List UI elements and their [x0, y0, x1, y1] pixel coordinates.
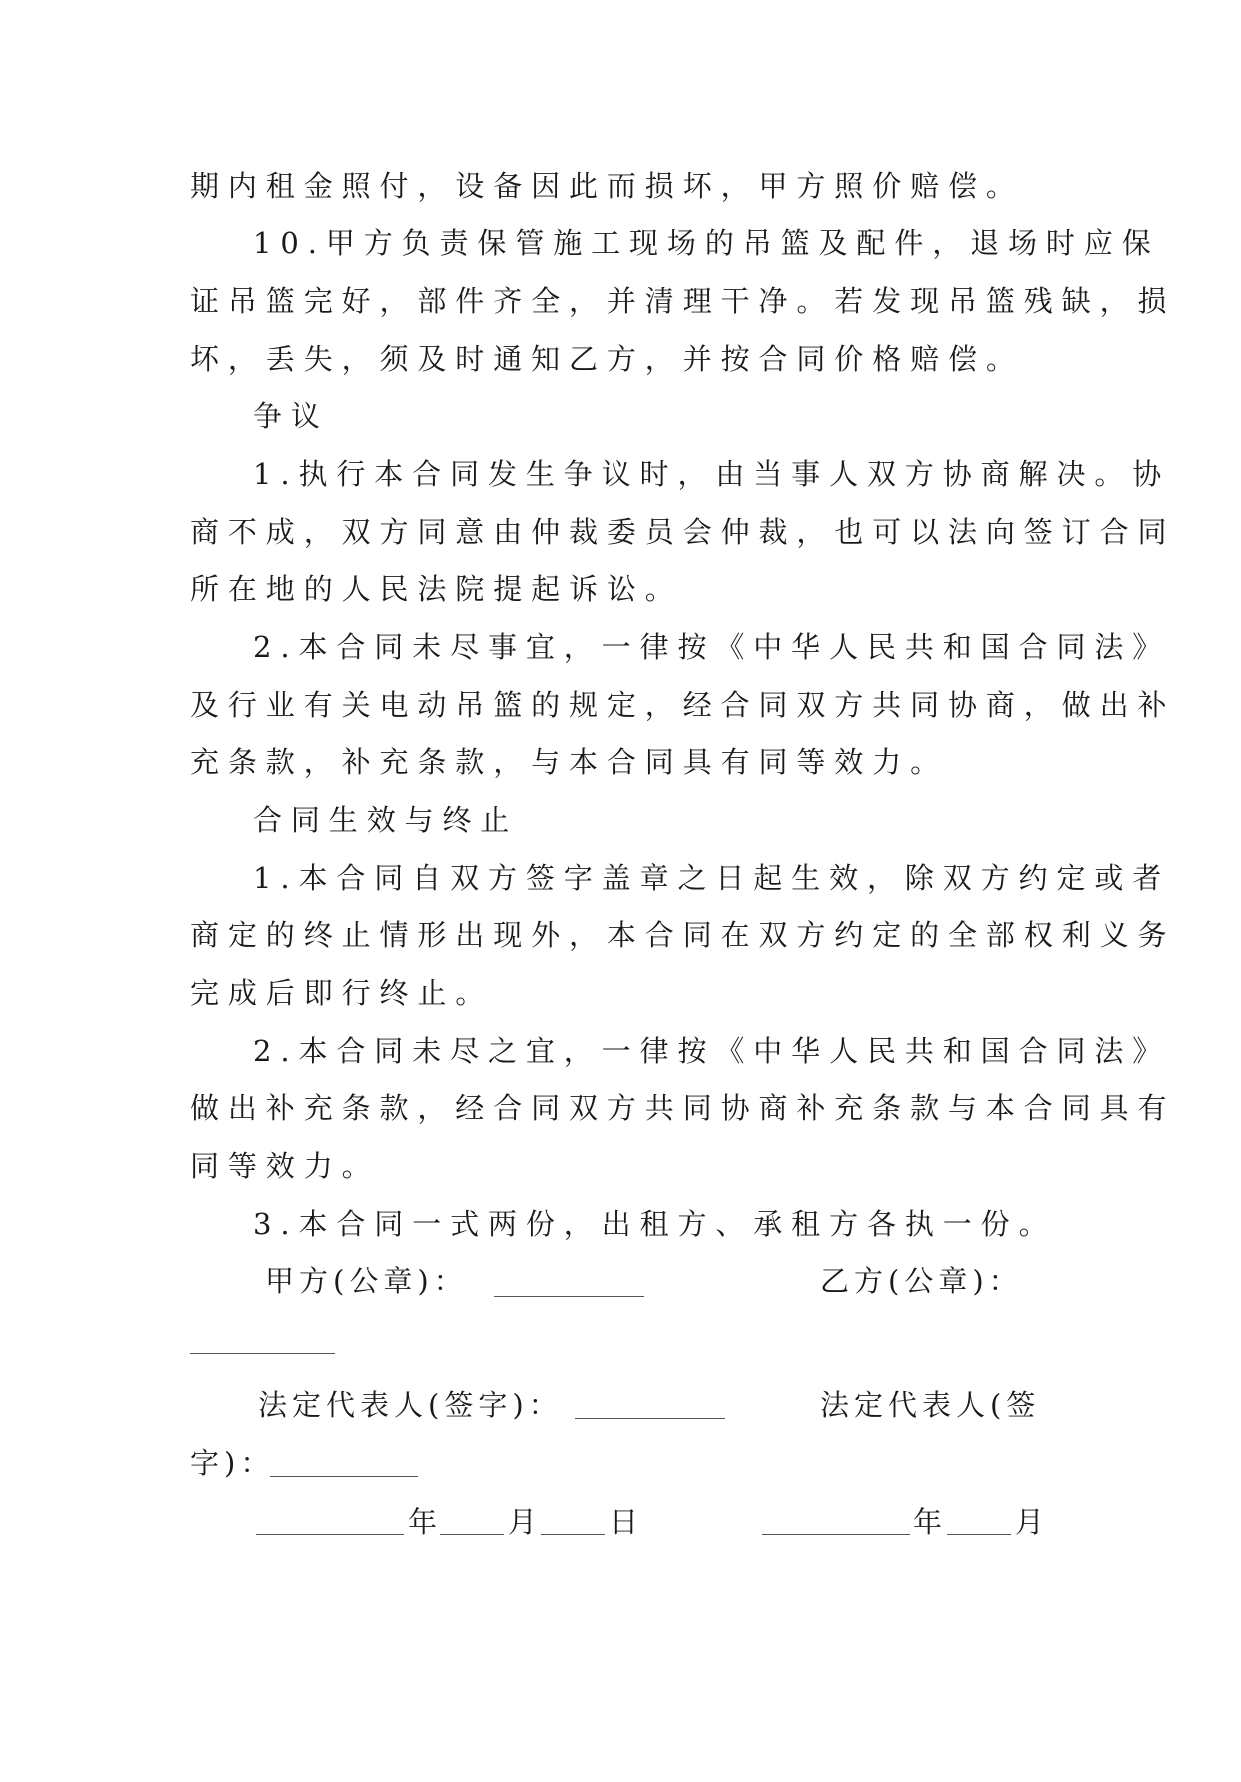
- party-a-year-blank[interactable]: [256, 1534, 404, 1535]
- paragraph-line: [0, 454, 1241, 494]
- paragraph-line: [0, 223, 1241, 263]
- party-b-month-blank[interactable]: [947, 1534, 1011, 1535]
- signature-seal-row: [0, 1261, 1241, 1301]
- paragraph-line: [0, 1204, 1241, 1244]
- text-line: 期内租金照付，设备因此而损坏，甲方照价赔偿。: [190, 169, 1024, 203]
- text-line: 商不成，双方同意由仲裁委员会仲裁，也可以法向签订合同: [190, 515, 1176, 549]
- party-b-month-label: 月: [1015, 1505, 1050, 1539]
- paragraph-line: [0, 281, 1241, 321]
- text-line: 10.甲方负责保管施工现场的吊篮及配件，退场时应保: [253, 226, 1160, 260]
- text-line: 商定的终止情形出现外，本合同在双方约定的全部权利义务: [190, 918, 1176, 952]
- text-line: 1.执行本合同发生争议时，由当事人双方协商解决。协: [253, 457, 1171, 491]
- party-b-rep-label-continued: 字)：: [190, 1446, 275, 1480]
- party-a-rep-label: 法定代表人(签字)：: [258, 1388, 563, 1422]
- paragraph-line: [0, 685, 1241, 725]
- paragraph-line: [0, 339, 1241, 379]
- party-b-year-blank[interactable]: [762, 1534, 910, 1535]
- party-b-year-label: 年: [913, 1505, 948, 1539]
- paragraph-line: [0, 627, 1241, 667]
- paragraph-line: [0, 742, 1241, 782]
- text-line: 2.本合同未尽之宜，一律按《中华人民共和国合同法》: [253, 1034, 1171, 1068]
- signature-rep-row: [0, 1385, 1241, 1425]
- party-a-month-label: 月: [508, 1505, 543, 1539]
- signature-date-row: [0, 1502, 1241, 1542]
- party-a-month-blank[interactable]: [440, 1534, 504, 1535]
- party-b-rep-blank[interactable]: [270, 1476, 418, 1477]
- paragraph-line: [0, 1146, 1241, 1186]
- paragraph-line: [0, 1031, 1241, 1071]
- paragraph-line: [0, 973, 1241, 1013]
- text-line: 充条款，补充条款，与本合同具有同等效力。: [190, 745, 949, 779]
- paragraph-line: [0, 915, 1241, 955]
- text-line: 证吊篮完好，部件齐全，并清理干净。若发现吊篮残缺，损: [190, 284, 1176, 318]
- party-a-year-label: 年: [408, 1505, 443, 1539]
- party-b-rep-label: 法定代表人(签: [820, 1388, 1041, 1422]
- text-line: 完成后即行终止。: [190, 976, 494, 1010]
- text-line: 1.本合同自双方签字盖章之日起生效，除双方约定或者: [253, 861, 1171, 895]
- text-line: 所在地的人民法院提起诉讼。: [190, 572, 683, 606]
- party-a-seal-label: 甲方(公章)：: [265, 1264, 468, 1298]
- text-line: 坏，丢失，须及时通知乙方，并按合同价格赔偿。: [190, 342, 1024, 376]
- party-a-seal-blank[interactable]: [494, 1296, 644, 1297]
- paragraph-line: [0, 166, 1241, 206]
- signature-rep-row-continued: [0, 1443, 1241, 1483]
- party-a-day-blank[interactable]: [541, 1534, 605, 1535]
- party-a-rep-blank[interactable]: [575, 1418, 725, 1419]
- paragraph-line: [0, 858, 1241, 898]
- paragraph-line: [0, 512, 1241, 552]
- text-line: 2.本合同未尽事宜，一律按《中华人民共和国合同法》: [253, 630, 1171, 664]
- section-heading: [0, 396, 1241, 436]
- text-line: 做出补充条款，经合同双方共同协商补充条款与本合同具有: [190, 1091, 1176, 1125]
- paragraph-line: [0, 1088, 1241, 1128]
- text-line: 同等效力。: [190, 1149, 380, 1183]
- section-heading: [0, 800, 1241, 840]
- paragraph-line: [0, 569, 1241, 609]
- party-a-day-label: 日: [609, 1505, 644, 1539]
- text-line: 3.本合同一式两份，出租方、承租方各执一份。: [253, 1207, 1057, 1241]
- party-b-seal-blank[interactable]: [190, 1353, 335, 1354]
- section-heading-dispute: 争议: [253, 399, 329, 433]
- text-line: 及行业有关电动吊篮的规定，经合同双方共同协商，做出补: [190, 688, 1176, 722]
- section-heading-effect-termination: 合同生效与终止: [253, 803, 519, 837]
- party-b-seal-label: 乙方(公章)：: [820, 1264, 1023, 1298]
